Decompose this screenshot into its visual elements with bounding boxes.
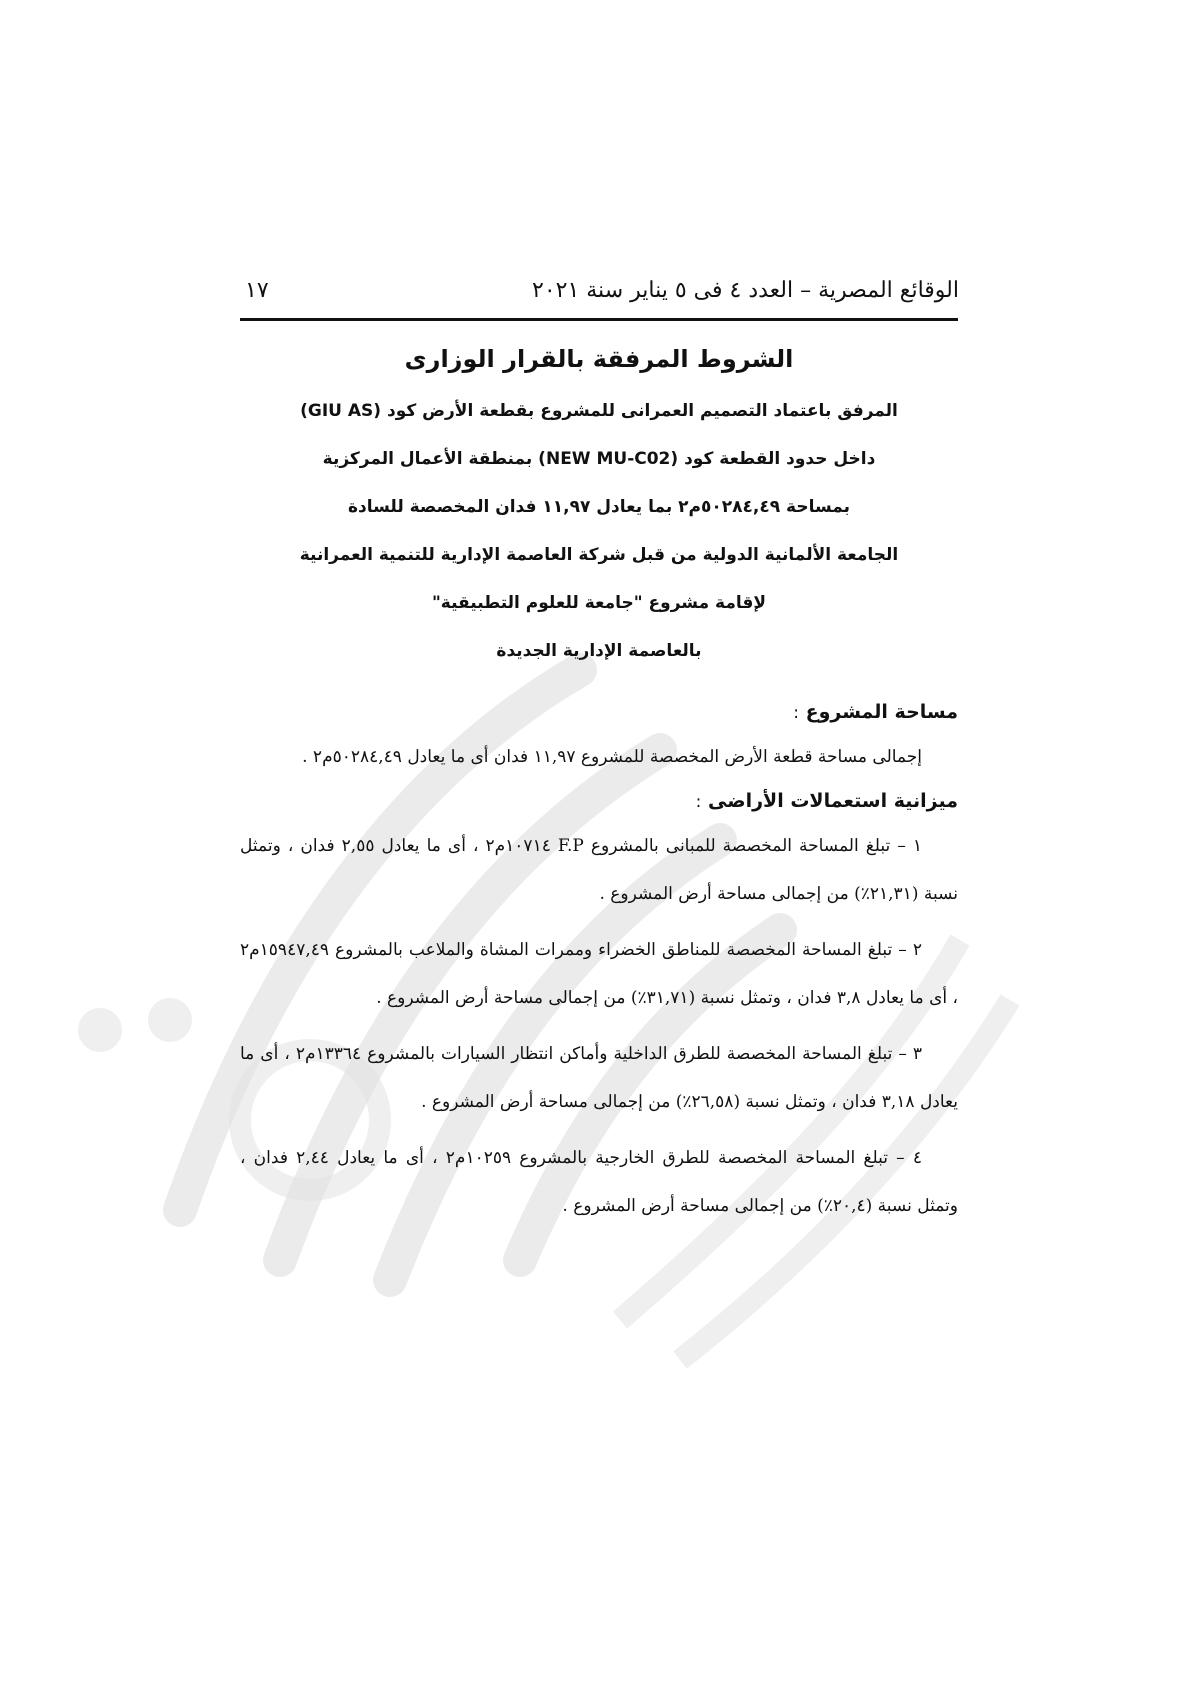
land-use-item: ١ – تبلغ المساحة المخصصة للمبانى بالمشروع F.P ١٠٧١٤م٢ ، أى ما يعادل ٢,٥٥ فدان ، وتمثل نسبة (٢١,٣١٪) من إجمالى مساحة أرض المشروع . (240, 836, 958, 904)
section-heading-land-use (240, 781, 958, 822)
land-use-item: ٤ – تبلغ المساحة المخصصة للطرق الخارجية بالمشروع ١٠٢٥٩م٢ ، أى ما يعادل ٢,٤٤ فدان ، وتمثل نسبة (٢٠,٤٪) من إجمالى مساحة أرض المشروع . (240, 1148, 958, 1216)
title-line: داخل حدود القطعة كود (NEW MU-C02) بمنطقة الأعمال المركزية (322, 449, 876, 469)
gazette-title: الوقائع المصرية – العدد ٤ فى ٥ يناير سنة ٢٠٢١ (532, 277, 959, 303)
document-body (240, 692, 958, 1230)
heading-text: مساحة المشروع (805, 701, 958, 723)
title-line: بمساحة ٥٠٢٨٤,٤٩م٢ بما يعادل ١١,٩٧ فدان المخصصة للسادة (347, 497, 851, 517)
title-line: الجامعة الألمانية الدولية من قبل شركة العاصمة الإدارية للتنمية العمرانية (299, 545, 899, 565)
main-title: الشروط المرفقة بالقرار الوزارى (404, 345, 794, 373)
page-number: ١٧ (245, 277, 269, 303)
title-line: المرفق باعتماد التصميم العمرانى للمشروع بقطعة الأرض كود (GIU AS) (300, 401, 898, 421)
spacer (240, 918, 958, 926)
title-line: لإقامة مشروع "جامعة للعلوم التطبيقية" (431, 593, 767, 613)
heading-text: ميزانية استعمالات الأراضى (708, 790, 958, 812)
page-header (245, 270, 959, 310)
title-block (240, 345, 958, 675)
spacer (240, 1022, 958, 1030)
area-paragraph: إجمالى مساحة قطعة الأرض المخصصة للمشروع ١١,٩٧ فدان أى ما يعادل ٥٠٢٨٤,٤٩م٢ . (302, 747, 922, 767)
title-line: بالعاصمة الإدارية الجديدة (496, 641, 702, 661)
heading-colon: : (793, 703, 799, 723)
section-heading-area (240, 692, 958, 733)
heading-colon: : (695, 792, 702, 812)
header-rule (240, 318, 958, 321)
land-use-item: ٢ – تبلغ المساحة المخصصة للمناطق الخضراء وممرات المشاة والملاعب بالمشروع ١٥٩٤٧,٤٩م٢ ، أى ما يعادل ٣,٨ فدان ، وتمثل نسبة (٣١,٧١٪) من إجمالى مساحة أرض المشروع . (240, 940, 958, 1008)
spacer (240, 1126, 958, 1134)
land-use-item: ٣ – تبلغ المساحة المخصصة للطرق الداخلية وأماكن انتظار السيارات بالمشروع ١٣٣٦٤م٢ ، أى ما يعادل ٣,١٨ فدان ، وتمثل نسبة (٢٦,٥٨٪) من إجمالى مساحة أرض المشروع . (240, 1044, 958, 1112)
